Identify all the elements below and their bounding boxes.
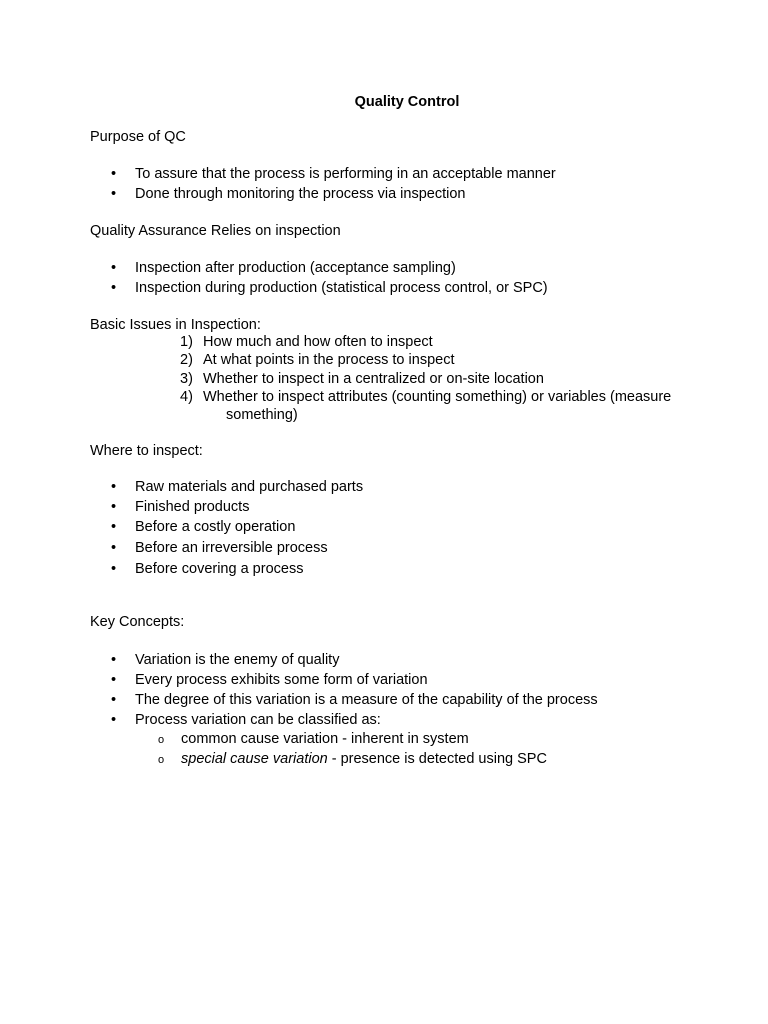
list-item: Inspection after production (acceptance sampling) <box>135 260 456 276</box>
list-number: 2) <box>180 352 193 368</box>
bullet-icon: • <box>111 166 117 182</box>
numbered-item-continuation: something) <box>226 407 298 423</box>
bullet-icon: • <box>111 186 117 202</box>
bullet-icon: • <box>111 652 117 668</box>
list-item: The degree of this variation is a measure of the capability of the process <box>135 692 598 708</box>
numbered-item: Whether to inspect in a centralized or on-site location <box>203 371 544 387</box>
bullet-icon: • <box>111 499 117 515</box>
sub-list-item-text: common cause variation - inherent in system <box>181 731 469 747</box>
list-item: Every process exhibits some form of variation <box>135 672 428 688</box>
list-item: Variation is the enemy of quality <box>135 652 340 668</box>
list-item: Inspection during production (statistical process control, or SPC) <box>135 280 548 296</box>
bullet-icon: • <box>111 519 117 535</box>
sub-list-item-lead: special cause variation <box>181 751 328 767</box>
bullet-icon: • <box>111 712 117 728</box>
list-item: Before a costly operation <box>135 519 296 535</box>
section-heading-purpose: Purpose of QC <box>90 129 186 145</box>
sub-list-item <box>181 731 469 747</box>
list-item: To assure that the process is performing in an acceptable manner <box>135 166 556 182</box>
sub-bullet-icon: o <box>158 754 165 766</box>
bullet-icon: • <box>111 479 117 495</box>
section-heading-where: Where to inspect: <box>90 443 203 459</box>
list-item: Process variation can be classified as: <box>135 712 381 728</box>
numbered-item: How much and how often to inspect <box>203 334 433 350</box>
list-item: Done through monitoring the process via inspection <box>135 186 466 202</box>
bullet-icon: • <box>111 692 117 708</box>
bullet-icon: • <box>111 280 117 296</box>
sub-bullet-icon: o <box>158 734 165 746</box>
bullet-icon: • <box>111 540 117 556</box>
list-number: 3) <box>180 371 193 387</box>
bullet-icon: • <box>111 561 117 577</box>
sub-list-item-text: - presence is detected using SPC <box>327 751 547 767</box>
list-item: Before covering a process <box>135 561 304 577</box>
list-item: Before an irreversible process <box>135 540 328 556</box>
bullet-icon: • <box>111 260 117 276</box>
list-item: Finished products <box>135 499 250 515</box>
section-heading-issues: Basic Issues in Inspection: <box>90 317 261 333</box>
page-title: Quality Control <box>354 94 460 110</box>
section-heading-concepts: Key Concepts: <box>90 614 185 630</box>
numbered-item: Whether to inspect attributes (counting something) or variables (measure <box>203 389 672 405</box>
section-heading-assurance: Quality Assurance Relies on inspection <box>90 223 341 239</box>
list-number: 1) <box>180 334 193 350</box>
bullet-icon: • <box>111 672 117 688</box>
sub-list-item <box>181 751 547 767</box>
list-number: 4) <box>180 389 193 405</box>
numbered-item: At what points in the process to inspect <box>203 352 455 368</box>
list-item: Raw materials and purchased parts <box>135 479 364 495</box>
